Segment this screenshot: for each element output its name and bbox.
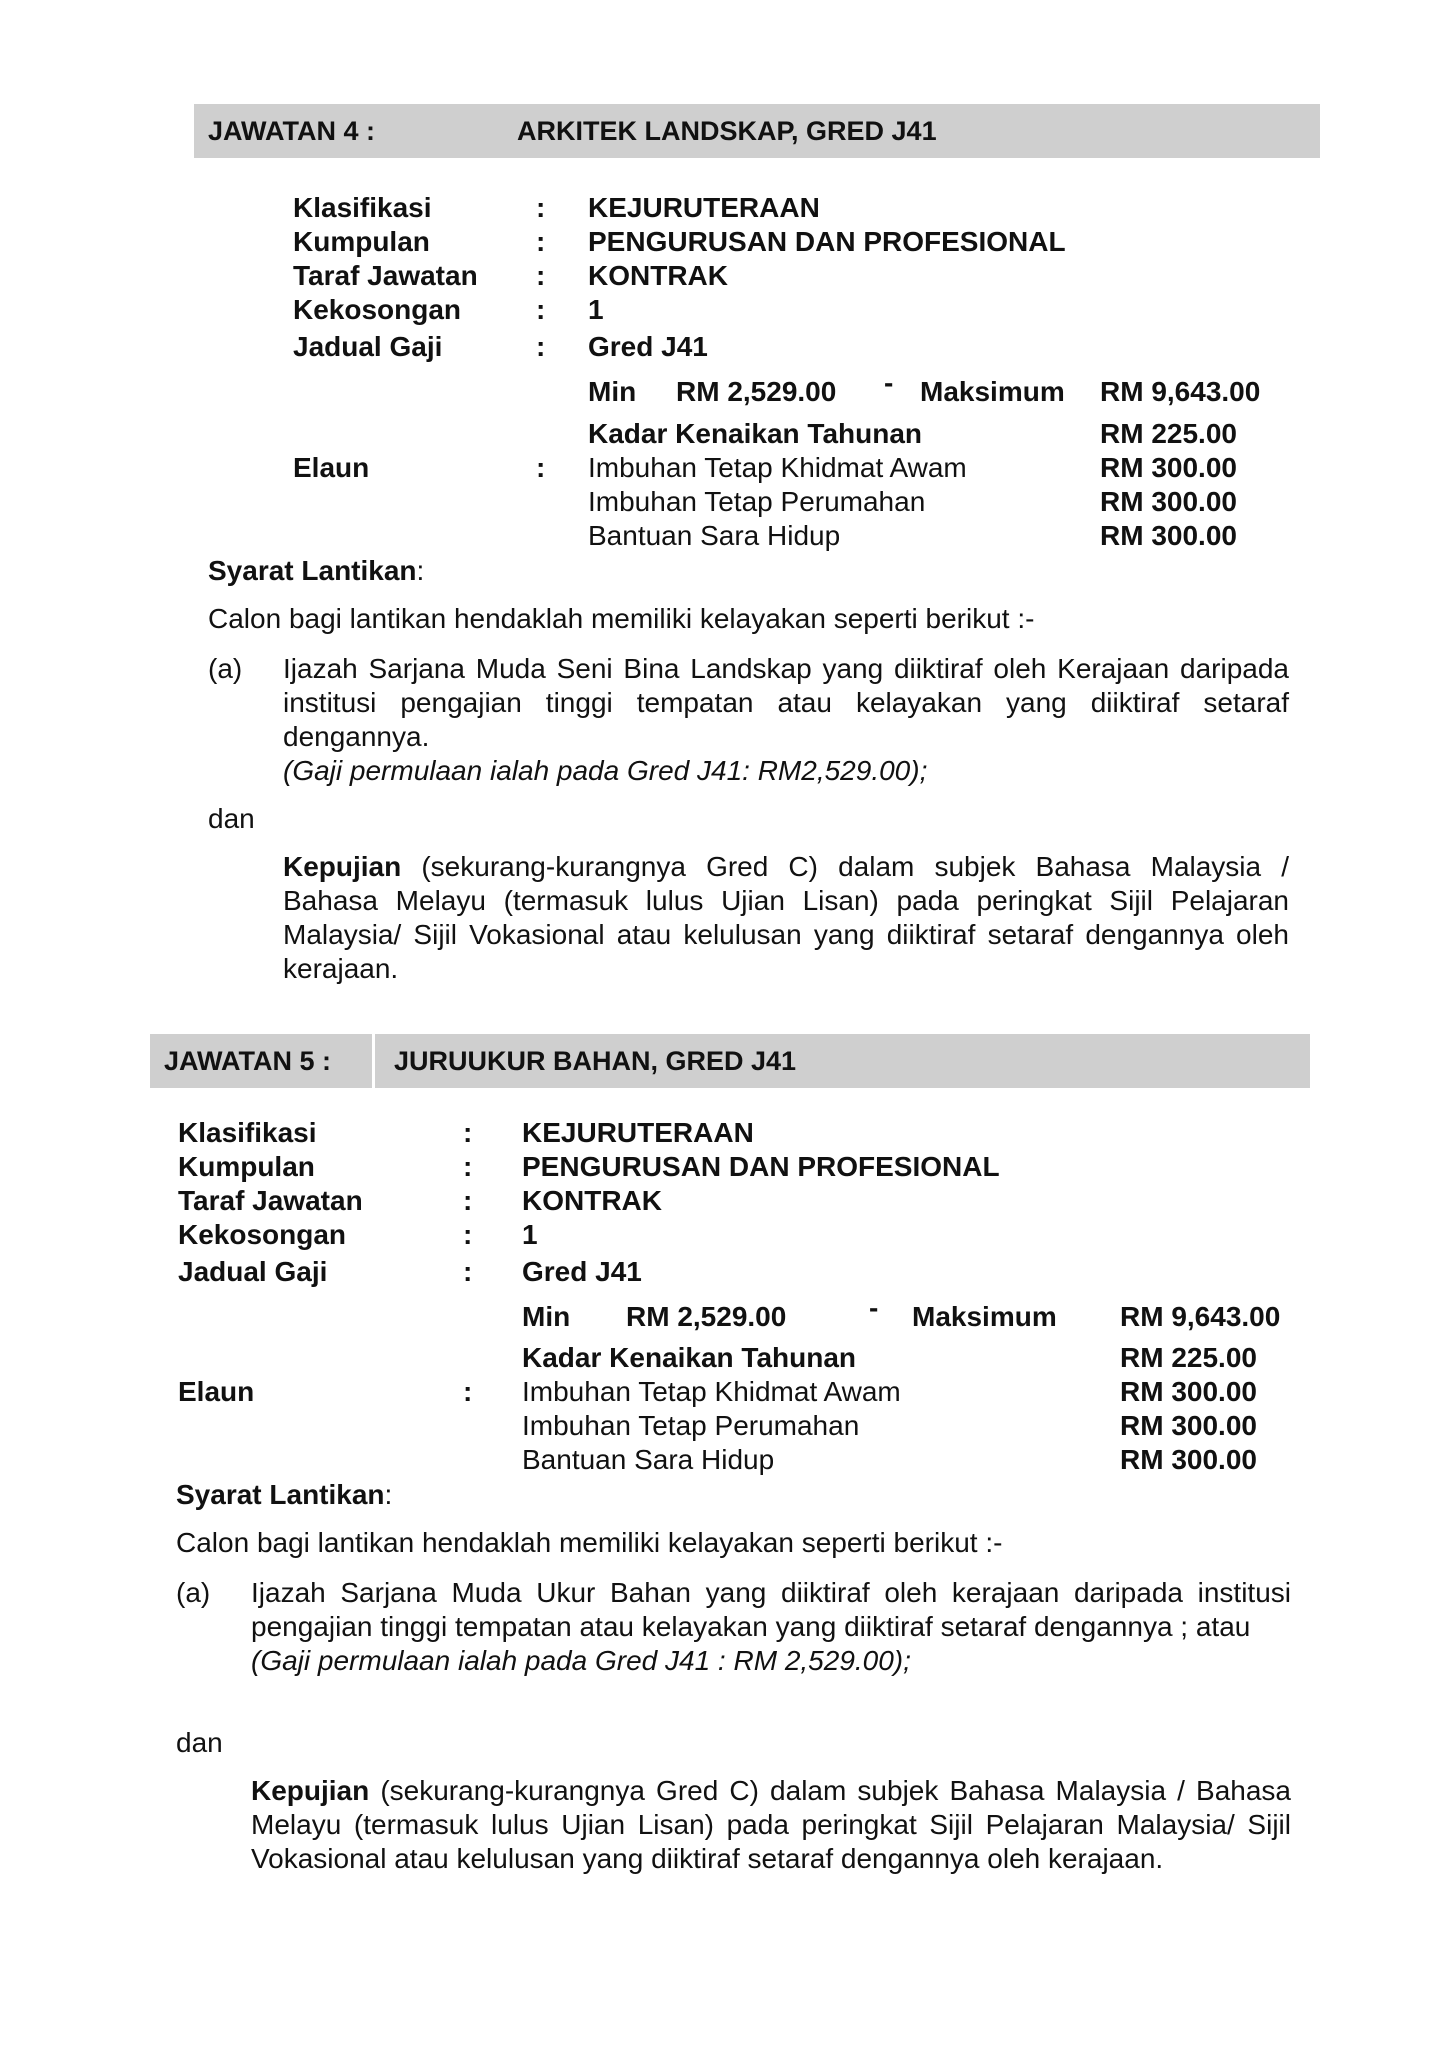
elaun-label: Elaun (293, 452, 370, 483)
requirement-text: Ijazah Sarjana Muda Seni Bina Landskap yang diiktiraf oleh Kerajaan daripada institusi pengajian tinggi tempatan atau kelayakan yang diiktiraf setaraf dengannya. (283, 653, 1289, 752)
conjunction-dan: dan (176, 1727, 223, 1758)
syarat-lantikan-label: Syarat Lantikan (176, 1479, 385, 1510)
section-header-title: JURUUKUR BAHAN, GRED J41 (394, 1046, 797, 1076)
kepujian-bold: Kepujian (283, 851, 402, 882)
syarat-lantikan-colon: : (416, 555, 425, 586)
elaun-colon: : (463, 1376, 473, 1407)
field-label-kumpulan: Kumpulan (293, 226, 430, 257)
kepujian-text: (sekurang-kurangnya Gred C) dalam subjek Bahasa Malaysia / Bahasa Melayu (termasuk lulus Ujian Lisan) pada peringkat Sijil Pelajaran Malaysia/ Sijil Vokasional atau kelulusan yang diiktiraf setaraf dengannya oleh kerajaan. (283, 851, 1289, 984)
kepujian-text: (sekurang-kurangnya Gred C) dalam subjek Bahasa Malaysia / Bahasa Melayu (termasuk lulus Ujian Lisan) pada peringkat Sijil Pelajaran Malaysia/ Sijil Vokasional atau kelulusan yang diiktiraf setaraf dengannya oleh kerajaan. (251, 1775, 1291, 1874)
field-colon: : (536, 192, 546, 223)
requirements-intro: Calon bagi lantikan hendaklah memiliki kelayakan seperti berikut :- (176, 1527, 1003, 1558)
field-label-klasifikasi: Klasifikasi (178, 1117, 317, 1148)
allowance-amount: RM 300.00 (1120, 1410, 1257, 1441)
salary-max-value: RM 9,643.00 (1120, 1301, 1281, 1332)
increment-label: Kadar Kenaikan Tahunan (588, 418, 923, 449)
field-label-klasifikasi: Klasifikasi (293, 192, 432, 223)
allowance-amount: RM 300.00 (1120, 1376, 1257, 1407)
field-value-klasifikasi: KEJURUTERAAN (588, 192, 820, 223)
field-label-kekosongan: Kekosongan (178, 1219, 347, 1250)
allowance-name: Imbuhan Tetap Khidmat Awam (588, 452, 967, 483)
field-colon: : (536, 294, 546, 325)
field-value-jadual-gaji: Gred J41 (522, 1256, 642, 1287)
salary-dash: - (884, 367, 894, 398)
salary-min-value: RM 2,529.00 (676, 376, 837, 407)
field-label-taraf-jawatan: Taraf Jawatan (178, 1185, 363, 1216)
requirements-intro: Calon bagi lantikan hendaklah memiliki kelayakan seperti berikut :- (208, 603, 1035, 634)
syarat-lantikan-heading (208, 554, 424, 588)
field-label-jadual-gaji: Jadual Gaji (178, 1256, 328, 1287)
salary-max-label: Maksimum (920, 376, 1065, 407)
field-colon: : (463, 1117, 473, 1148)
section-header-jawatan-4 (194, 104, 1320, 158)
salary-max-label: Maksimum (912, 1301, 1057, 1332)
field-value-kumpulan: PENGURUSAN DAN PROFESIONAL (522, 1151, 1000, 1182)
allowance-name: Bantuan Sara Hidup (588, 520, 841, 551)
field-colon: : (536, 331, 546, 362)
salary-min-label: Min (588, 376, 637, 407)
starting-salary-note: (Gaji permulaan ialah pada Gred J41 : RM 2,529.00); (251, 1645, 911, 1676)
field-value-kekosongan: 1 (522, 1219, 538, 1250)
field-colon: : (536, 226, 546, 257)
field-colon: : (463, 1256, 473, 1287)
kepujian-paragraph (283, 850, 1289, 986)
requirement-marker: (a) (208, 653, 243, 684)
syarat-lantikan-heading (176, 1478, 392, 1512)
field-label-taraf-jawatan: Taraf Jawatan (293, 260, 478, 291)
field-value-taraf-jawatan: KONTRAK (588, 260, 728, 291)
requirement-item (283, 652, 1289, 788)
allowance-amount: RM 300.00 (1100, 486, 1237, 517)
field-value-jadual-gaji: Gred J41 (588, 331, 708, 362)
salary-max-value: RM 9,643.00 (1100, 376, 1261, 407)
allowance-name: Imbuhan Tetap Perumahan (588, 486, 926, 517)
field-value-taraf-jawatan: KONTRAK (522, 1185, 662, 1216)
allowance-name: Imbuhan Tetap Khidmat Awam (522, 1376, 901, 1407)
section-header-label: JAWATAN 4 : (208, 116, 376, 146)
allowance-name: Imbuhan Tetap Perumahan (522, 1410, 860, 1441)
section-header-title: ARKITEK LANDSKAP, GRED J41 (517, 116, 937, 146)
requirement-text: Ijazah Sarjana Muda Ukur Bahan yang diiktiraf oleh kerajaan daripada institusi pengajian tinggi tempatan atau kelayakan yang diiktiraf setaraf dengannya ; atau (251, 1577, 1291, 1642)
section-header-jawatan-5 (150, 1034, 1310, 1088)
field-label-kumpulan: Kumpulan (178, 1151, 315, 1182)
elaun-colon: : (536, 452, 546, 483)
increment-label: Kadar Kenaikan Tahunan (522, 1342, 857, 1373)
field-label-jadual-gaji: Jadual Gaji (293, 331, 443, 362)
conjunction-dan: dan (208, 803, 255, 834)
requirement-marker: (a) (176, 1577, 211, 1608)
increment-value: RM 225.00 (1100, 418, 1237, 449)
header-divider (372, 1034, 375, 1088)
kepujian-bold: Kepujian (251, 1775, 370, 1806)
increment-value: RM 225.00 (1120, 1342, 1257, 1373)
salary-min-label: Min (522, 1301, 571, 1332)
field-colon: : (536, 260, 546, 291)
syarat-lantikan-label: Syarat Lantikan (208, 555, 417, 586)
syarat-lantikan-colon: : (384, 1479, 393, 1510)
kepujian-paragraph (251, 1774, 1291, 1876)
allowance-name: Bantuan Sara Hidup (522, 1444, 775, 1475)
salary-dash: - (869, 1292, 879, 1323)
allowance-amount: RM 300.00 (1100, 452, 1237, 483)
field-value-kekosongan: 1 (588, 294, 604, 325)
allowance-amount: RM 300.00 (1100, 520, 1237, 551)
requirement-item (251, 1576, 1291, 1678)
field-colon: : (463, 1219, 473, 1250)
section-header-label: JAWATAN 5 : (164, 1046, 332, 1076)
elaun-label: Elaun (178, 1376, 255, 1407)
allowance-amount: RM 300.00 (1120, 1444, 1257, 1475)
field-colon: : (463, 1185, 473, 1216)
field-colon: : (463, 1151, 473, 1182)
field-value-klasifikasi: KEJURUTERAAN (522, 1117, 754, 1148)
starting-salary-note: (Gaji permulaan ialah pada Gred J41: RM2,529.00); (283, 755, 928, 786)
salary-min-value: RM 2,529.00 (626, 1301, 787, 1332)
field-label-kekosongan: Kekosongan (293, 294, 462, 325)
field-value-kumpulan: PENGURUSAN DAN PROFESIONAL (588, 226, 1066, 257)
